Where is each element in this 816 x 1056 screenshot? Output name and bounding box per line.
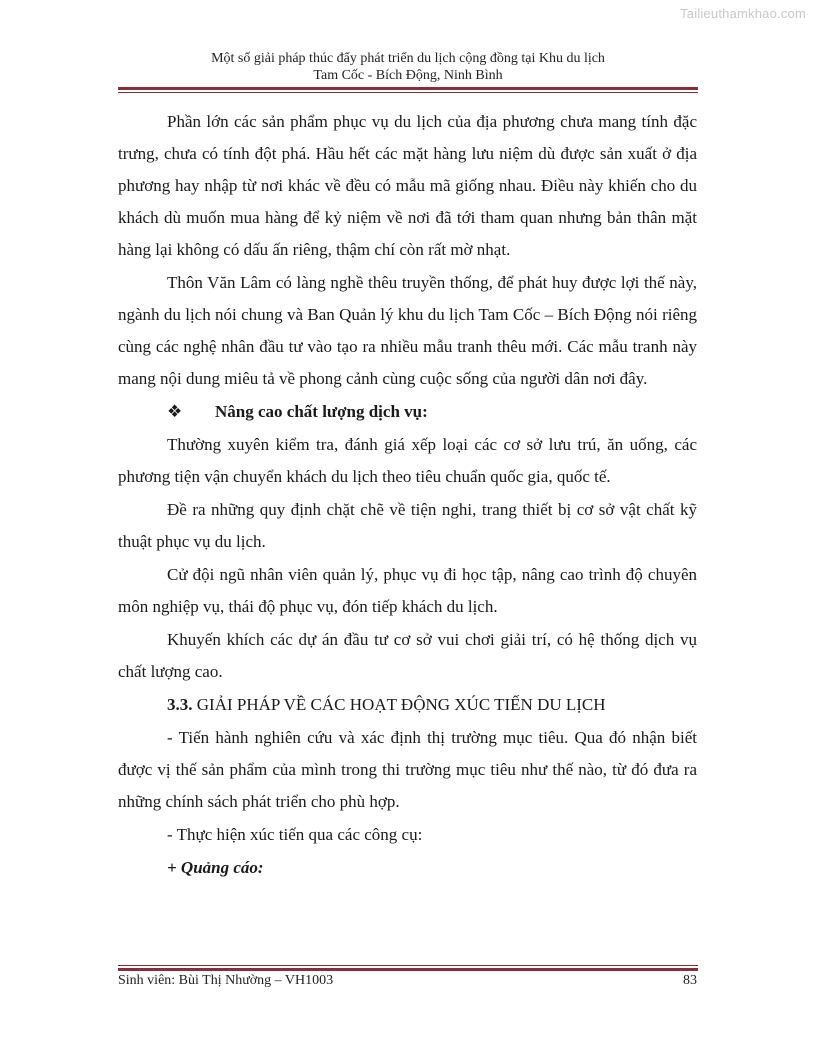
header-rule [118, 87, 698, 93]
sub-heading-advertising: + Quảng cáo: [167, 858, 264, 877]
paragraph-embroidery: Thôn Văn Lâm có làng nghề thêu truyền thống, để phát huy được lợi thế này, ngành du lịch nói chung và Ban Quản lý khu du lịch Tam Cốc – Bích Động nói riêng cùng các nghệ nhân đầu tư vào tạo ra nhiều mẫu tranh thêu mới. Các mẫu tranh này mang nội dung miêu tả về phong cảnh cùng cuộc sống của người dân nơi đây. [118, 273, 697, 388]
header-line-1: Một số giải pháp thúc đẩy phát triển du lịch cộng đồng tại Khu du lịch [211, 51, 605, 66]
section-title: GIẢI PHÁP VỀ CÁC HOẠT ĐỘNG XÚC TIẾN DU LỊCH [192, 695, 606, 714]
footer-student: Sinh viên: Bùi Thị Nhường – VH1003 [118, 973, 334, 988]
footer-rule [118, 965, 698, 971]
paragraph-regulations: Đề ra những quy định chặt chẽ về tiện nghi, trang thiết bị cơ sở vật chất kỹ thuật phục vụ du lịch. [118, 500, 697, 551]
section-heading [118, 689, 697, 721]
header-line-2: Tam Cốc - Bích Động, Ninh Bình [313, 68, 503, 83]
paragraph-staff-training: Cử đội ngũ nhân viên quản lý, phục vụ đi học tập, nâng cao trình độ chuyên môn nghiệp vụ, thái độ phục vụ, đón tiếp khách du lịch. [118, 565, 697, 616]
diamond-bullet-icon: ❖ [167, 402, 183, 421]
section-number: 3.3. [167, 695, 193, 714]
page-number: 83 [683, 973, 697, 988]
bullet-heading-service-quality [118, 396, 697, 428]
paragraph-investment: Khuyến khích các dự án đầu tư cơ sở vui chơi giải trí, có hệ thống dịch vụ chất lượng cao. [118, 630, 697, 681]
paragraph-promotion-tools: - Thực hiện xúc tiến qua các công cụ: [167, 825, 423, 844]
page-footer [118, 973, 697, 989]
watermark: Tailieuthamkhao.com [680, 6, 806, 21]
page-header [118, 50, 698, 84]
bullet-heading-text: Nâng cao chất lượng dịch vụ: [215, 402, 428, 421]
paragraph-souvenirs: Phần lớn các sản phẩm phục vụ du lịch của địa phương chưa mang tính đặc trưng, chưa có tính đột phá. Hầu hết các mặt hàng lưu niệm dù được sản xuất ở địa phương hay nhập từ nơi khác về đều có mẫu mã giống nhau. Điều này khiến cho du khách dù muốn mua hàng để kỷ niệm về nơi đã tới tham quan nhưng bản thân mặt hàng lại không có dấu ấn riêng, thậm chí còn rất mờ nhạt. [118, 112, 697, 259]
document-body [118, 106, 697, 885]
paragraph-market-research: - Tiến hành nghiên cứu và xác định thị trường mục tiêu. Qua đó nhận biết được vị thế sản phẩm của mình trong thi trường mục tiêu như thế nào, từ đó đưa ra những chính sách phát triển cho phù hợp. [118, 728, 697, 811]
paragraph-inspection: Thường xuyên kiểm tra, đánh giá xếp loại các cơ sở lưu trú, ăn uống, các phương tiện vận chuyển khách du lịch theo tiêu chuẩn quốc gia, quốc tế. [118, 435, 697, 486]
